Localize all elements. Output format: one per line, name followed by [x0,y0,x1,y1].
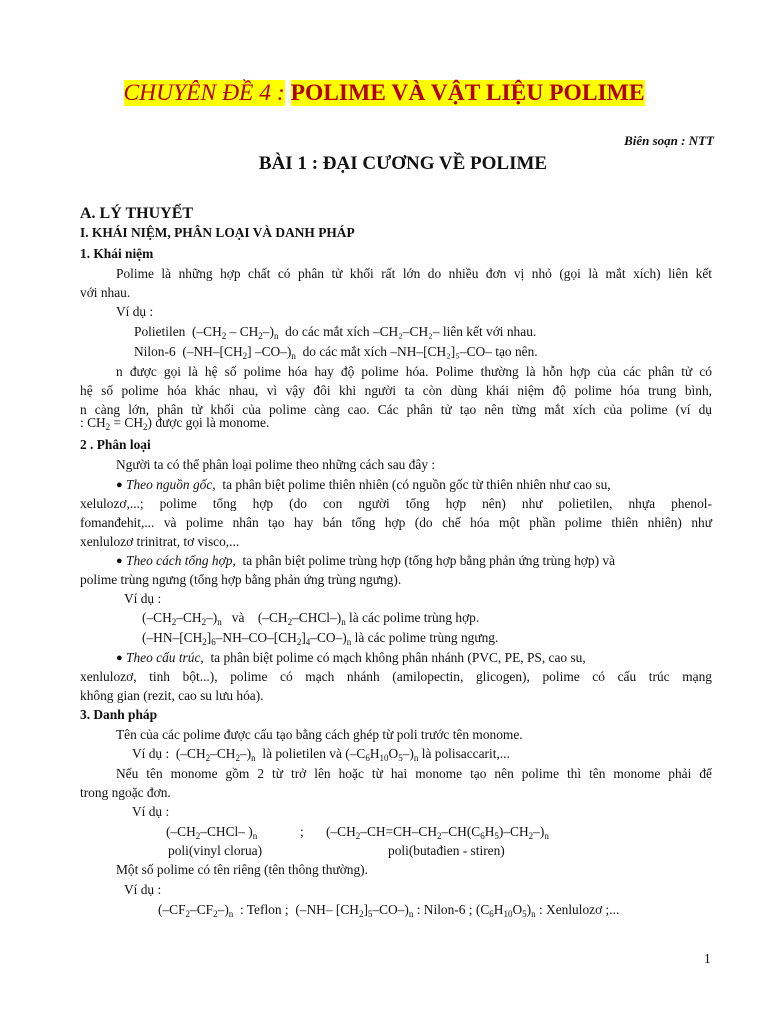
polymerization-line-4: : $CH_2 = CH_2$) được gọi là monome. [80,415,270,432]
formula-pe: $(-CH_2 - CH_2-)_n$ [192,324,279,341]
common-names-intro: Một số polime có tên riêng (tên thông thường). [116,862,368,877]
formula-nilon6: ($-NH-[CH_2]$ $-CO-)_n$ [182,344,296,361]
naming-rule-2-line-2: trong ngoặc đơn. [80,785,171,800]
bullet-label: Theo nguồn gốc, [126,477,216,492]
example-addition-polymers: $(-CH_2-CH_2-)_n$ và $(-CH_2-CHCl-)_n$ là các polime trùng hợp. [142,610,480,627]
name-butadiene-styrene: poli(butađien - stiren) [388,843,505,858]
bullet-label: Theo cách tổng hợp, [126,553,236,568]
example-desc: do các mắt xích –CH₂–CH₂– liên kết với nhau. [285,324,537,339]
separator: ; [300,824,304,839]
naming-rule-2-line-1: Nếu tên monome gồm 2 từ trở lên hoặc từ hai monome tạo nên polime thì tên monome phải để [116,766,712,781]
example-polietilen [134,324,536,340]
author-credit: Biên soạn : NTT [624,133,714,148]
bullet-icon: ● [116,652,123,664]
formula-pvc: ($-CH_2-CHCl-$ )$_n$ [166,824,258,841]
section-i-heading: I. KHÁI NIỆM, PHÂN LOẠI VÀ DANH PHÁP [80,225,355,240]
example-label: Ví dụ : [124,882,162,897]
formula-cellulose: $(C_6H_{10}O_5)_n$ [475,902,536,919]
example-label: Ví dụ : [132,804,170,819]
bullet-origin-line-3: fomanđehit,... và polime nhân tạo hay bán tổng hợp (do chế hóa một phần polime thiên nhiên) như [80,515,712,530]
bullet-icon: ● [116,555,123,567]
bullet-structure-line-1: ● Theo cấu trúc, ta phân biệt polime có mạch không phân nhánh (PVC, PE, PS, cao su, [116,650,586,665]
formula-pe: $(-CH_2-CH_2-)_n$ [175,746,256,763]
formula-butadiene-styrene: $(-CH_2-CH=CH-CH_2-CH(C_6H_5)-CH_2-)_n$ [326,824,549,841]
definition-line-1: Polime là những hợp chất có phân tử khối rất lớn do nhiều đơn vị nhỏ (gọi là mắt xích) liên kết [116,266,712,281]
example-label: Ví dụ : [116,304,154,319]
naming-example-1: Ví dụ : $(-CH_2-CH_2-)_n$ là polietilen và $(-C_6H_{10}O_5-)_n$ là polisaccarit,... [132,746,510,763]
title-main: POLIME VÀ VẬT LIỆU POLIME [290,80,645,106]
name-pvc: poli(vinyl clorua) [168,843,263,858]
bullet-structure-line-3: không gian (rezit, cao su lưu hóa). [80,688,264,703]
formula-teflon: $(-CF_2-CF_2-)_n$ [158,902,234,919]
page-number: 1 [704,951,711,966]
bullet-origin-line-2: xelulozơ,...; polime tổng hợp (do con người tổng hợp nên) như polietilen, nhựa phenol- [80,496,712,511]
polymerization-line-1: n được gọi là hệ số polime hóa hay độ polime hóa. Polime thường là hỗn hợp của các phân tử có [116,364,712,379]
heading-khai-niem: 1. Khái niệm [80,246,154,261]
example-condensation-polymers: $(-HN-[CH_2]_6-NH-CO-[CH_2]_4-CO-)_n$ là các polime trùng ngưng. [142,630,499,647]
bullet-synthesis-line-2: polime trùng ngưng (tổng hợp bằng phản ứng trùng ngưng). [80,572,402,587]
polymer-name: Nilon-6 [134,344,176,359]
formula-nilon6: (–NH– $[CH_2]_5-CO-)_n$ [295,902,414,919]
classification-intro: Người ta có thể phân loại polime theo những cách sau đây : [116,457,436,472]
formula-polysaccharide: $(-C_6H_{10}O_5-)_n$ [345,746,419,763]
polymerization-line-2: hệ số polime hóa khác nhau, vì vậy đôi khi người ta còn dùng khái niệm độ polime hóa trung bình, [80,383,712,398]
bullet-origin-line-1: ● Theo nguồn gốc, ta phân biệt polime thiên nhiên (có nguồn gốc từ thiên nhiên như cao su, [116,477,611,492]
heading-phan-loai: 2 . Phân loại [80,437,151,452]
formula-ethylene: : $CH_2 = CH_2$ [80,415,148,432]
example-label: Ví dụ : [132,746,170,761]
polymer-name: Polietilen [134,324,186,339]
bullet-structure-line-2: xenlulozơ, tinh bột...), polime có mạch nhánh (amilopectin, glicogen), polime có cấu trúc mạng [80,669,712,684]
polymerization-line-3: n càng lớn, phân tử khối của polime càng cao. Các phân tử tạo nên từng mắt xích của polime (ví dụ [80,402,712,417]
example-label: Ví dụ : [124,591,162,606]
document-title [0,79,768,107]
bullet-label: Theo cấu trúc, [126,650,204,665]
bullet-icon: ● [116,479,123,491]
section-a-heading: A. LÝ THUYẾT [80,205,194,222]
formula-nilon66: $(-HN-[CH_2]_6-NH-CO-[CH_2]_4-CO-)_n$ [142,630,352,647]
lesson-title: BÀI 1 : ĐẠI CƯƠNG VỀ POLIME [258,153,548,174]
formula-pvc: $(-CH_2-CHCl-)_n$ [257,610,346,627]
definition-line-2: với nhau. [80,285,131,300]
example-nilon6 [134,344,538,360]
bullet-origin-line-4: xenlulozơ trinitrat, tơ visco,... [80,534,240,549]
naming-rule: Tên của các polime được cấu tạo bằng cách ghép từ poli trước tên monome. [116,727,523,742]
heading-danh-phap: 3. Danh pháp [80,707,158,722]
formula-pe: $(-CH_2-CH_2-)_n$ [142,610,222,627]
title-prefix: CHUYÊN ĐỀ 4 : [123,80,285,106]
example-desc: do các mắt xích –NH–[CH₂]₅–CO– tạo nên. [302,344,538,359]
common-names-examples: $(-CF_2-CF_2-)_n$ : Teflon ; (–NH– $[CH_2]_5-CO-)_n$ : Nilon-6 ; $(C_6H_{10}O_5)_n$ : Xenlulozơ ;... [158,902,620,919]
bullet-synthesis-line-1: ● Theo cách tổng hợp, ta phân biệt polime trùng hợp (tổng hợp bằng phản ứng trùng hợp) và [116,553,616,568]
